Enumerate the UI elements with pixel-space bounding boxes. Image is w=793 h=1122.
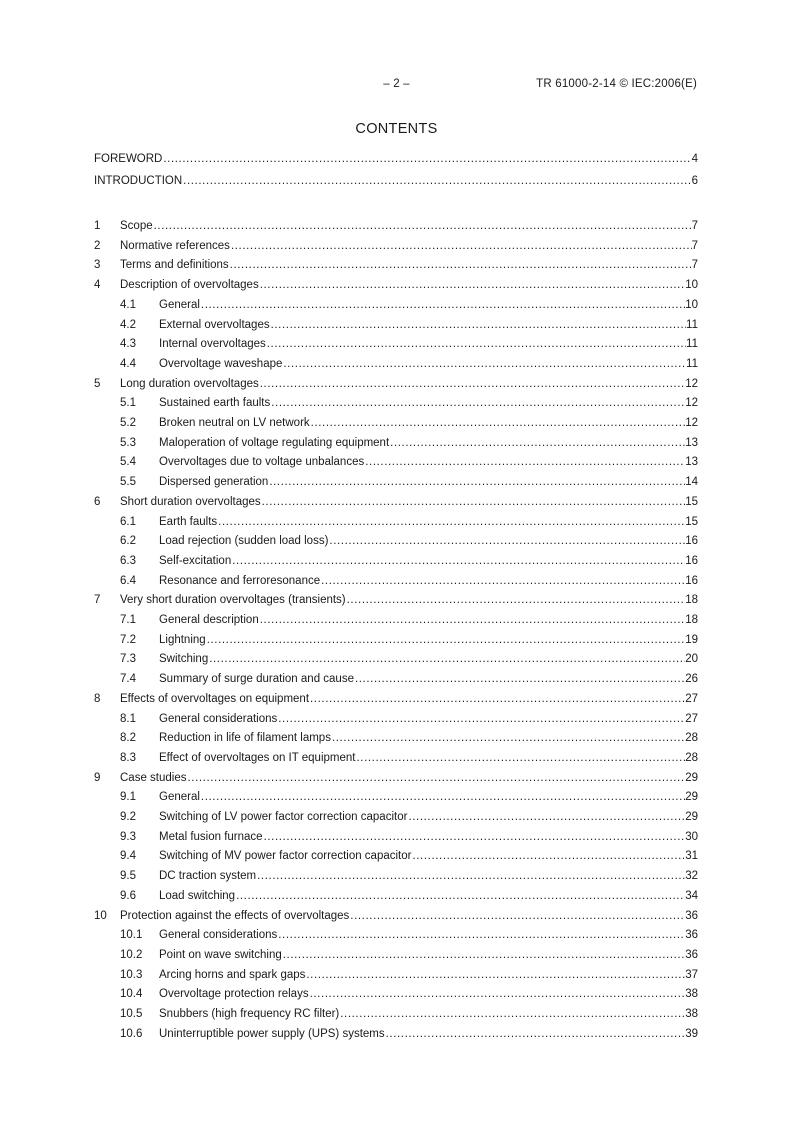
toc-entry-number: 4.4: [120, 357, 136, 370]
toc-entry-number: 5.5: [120, 476, 136, 489]
dot-leader: [262, 494, 686, 510]
dot-leader: [218, 514, 685, 530]
dot-leader: [231, 238, 692, 254]
toc-entry-page: 39: [685, 1027, 698, 1040]
toc-entry-page: 29: [685, 791, 698, 804]
toc-entry-number: 9: [94, 771, 101, 784]
toc-entry-page: 27: [685, 712, 698, 725]
toc-entry[interactable]: [94, 395, 698, 411]
toc-entry-title: Switching of MV power factor correction capacitor: [159, 850, 412, 863]
toc-entry-title: Maloperation of voltage regulating equipment: [159, 436, 390, 449]
toc-entry[interactable]: [94, 770, 698, 786]
toc-entry[interactable]: [94, 711, 698, 727]
toc-entry-number: 4: [94, 279, 101, 292]
toc-entry-page: 31: [685, 850, 698, 863]
toc-entry-title: Overvoltages due to voltage unbalances: [159, 456, 365, 469]
document-id: TR 61000-2-14 © IEC:2006(E): [536, 78, 697, 90]
toc-entry[interactable]: [94, 612, 698, 628]
toc-entry[interactable]: [94, 809, 698, 825]
dot-leader: [386, 1026, 686, 1042]
toc-entry-title: Broken neutral on LV network: [159, 417, 310, 429]
toc-entry-page: 16: [685, 535, 698, 548]
toc-entry-title: DC traction system: [159, 870, 257, 883]
toc-entry-title: FOREWORD: [94, 153, 163, 165]
toc-entry[interactable]: [94, 789, 698, 805]
toc-entry-title: Self-excitation: [159, 554, 232, 567]
toc-entry-page: 14: [685, 476, 698, 489]
toc-entry-title: General considerations: [159, 712, 278, 725]
toc-entry-title: Long duration overvoltages: [120, 377, 259, 390]
toc-entry-number: 6.3: [120, 554, 136, 567]
toc-entry[interactable]: [94, 908, 698, 924]
toc-entry-page: 28: [685, 751, 698, 764]
toc-entry-page: 15: [685, 495, 698, 508]
toc-entry-title: Effects of overvoltages on equipment: [120, 692, 310, 705]
toc-entry-number: 8.3: [120, 751, 136, 764]
dot-leader: [356, 750, 685, 766]
toc-entry[interactable]: [94, 592, 698, 608]
toc-entry-title: Very short duration overvoltages (transients): [120, 594, 346, 607]
toc-entry-page: 18: [685, 594, 698, 607]
toc-entry-page: 38: [685, 1008, 698, 1020]
toc-entry-title: Load rejection (sudden load loss): [159, 535, 329, 548]
toc-entry[interactable]: [94, 967, 698, 983]
toc-entry[interactable]: [94, 277, 698, 293]
toc-entry[interactable]: [94, 415, 698, 431]
dot-leader: [260, 376, 685, 392]
contents-title: CONTENTS: [355, 121, 438, 137]
dot-leader: [340, 1006, 685, 1022]
toc-entry-number: 9.3: [120, 830, 136, 843]
dot-leader: [271, 395, 685, 411]
toc-entry-number: 10.5: [120, 1008, 143, 1020]
toc-entry-title: Lightning: [159, 633, 206, 646]
toc-entry-title: Overvoltage protection relays: [159, 988, 309, 1001]
toc-entry-number: 9.2: [120, 811, 136, 823]
toc-entry-title: External overvoltages: [159, 318, 270, 331]
toc-entry[interactable]: [94, 671, 698, 687]
toc-entry-number: 8.2: [120, 732, 136, 745]
toc-entry-number: 6.1: [120, 515, 136, 528]
toc-entry[interactable]: [94, 829, 698, 845]
toc-entry[interactable]: [94, 691, 698, 707]
toc-entry[interactable]: [94, 474, 698, 490]
dot-leader: [329, 533, 685, 549]
toc-entry-page: 29: [685, 811, 698, 823]
toc-entry-number: 8: [94, 692, 101, 705]
toc-entry-number: 3: [94, 259, 101, 272]
toc-entry-title: Uninterruptible power supply (UPS) systems: [159, 1027, 385, 1040]
toc-entry-page: 7: [691, 259, 698, 272]
toc-entry[interactable]: [94, 514, 698, 530]
toc-entry-page: 18: [685, 614, 698, 626]
toc-entry-title: Metal fusion furnace: [159, 830, 263, 843]
toc-entry-page: 11: [686, 338, 698, 351]
toc-entry-title: Terms and definitions: [120, 259, 229, 272]
dot-leader: [390, 435, 685, 451]
dot-leader: [321, 573, 685, 589]
toc-entry-page: 38: [685, 988, 698, 1001]
toc-entry-page: 10: [685, 298, 698, 311]
toc-entry[interactable]: [94, 573, 698, 589]
dot-leader: [232, 553, 685, 569]
toc-entry-number: 8.1: [120, 712, 136, 725]
dot-leader: [365, 454, 685, 470]
toc-entry[interactable]: [94, 927, 698, 943]
toc-entry-number: 10.4: [120, 988, 143, 1001]
dot-leader: [412, 848, 685, 864]
toc-entry[interactable]: [94, 730, 698, 746]
dot-leader: [271, 317, 686, 333]
toc-entry[interactable]: [94, 1006, 698, 1022]
toc-entry[interactable]: [94, 553, 698, 569]
dot-leader: [257, 868, 685, 884]
toc-entry-page: 26: [685, 673, 698, 686]
dot-leader: [408, 809, 685, 825]
dot-leader: [267, 336, 686, 352]
dot-leader: [283, 947, 685, 963]
toc-entry-page: 11: [686, 318, 698, 331]
toc-entry-number: 10: [94, 909, 107, 922]
toc-entry[interactable]: [94, 494, 698, 510]
toc-entry[interactable]: [94, 297, 698, 313]
toc-entry-title: General description: [159, 614, 259, 626]
toc-entry-number: 4.1: [120, 298, 136, 311]
toc-entry-number: 10.2: [120, 948, 143, 961]
toc-entry[interactable]: [94, 435, 698, 451]
toc-entry-number: 6: [94, 495, 101, 508]
toc-entry-number: 6.2: [120, 535, 136, 548]
toc-entry-title: Short duration overvoltages: [120, 495, 261, 508]
dot-leader: [347, 592, 686, 608]
toc-entry-number: 10.1: [120, 929, 143, 942]
toc-entry-page: 13: [685, 456, 698, 469]
dot-leader: [310, 986, 686, 1002]
toc-entry[interactable]: [94, 986, 698, 1002]
toc-entry-number: 5.4: [120, 456, 136, 469]
toc-entry-title: Switching of LV power factor correction capacitor: [159, 811, 408, 823]
toc-entry[interactable]: [94, 632, 698, 648]
toc-entry-page: 27: [685, 692, 698, 705]
toc-entry[interactable]: [94, 173, 698, 189]
toc-entry-page: 16: [685, 554, 698, 567]
toc-entry-number: 1: [94, 220, 101, 232]
dot-leader: [201, 297, 685, 313]
dot-leader: [278, 927, 685, 943]
dot-leader: [355, 671, 685, 687]
dot-leader: [278, 711, 685, 727]
dot-leader: [209, 651, 685, 667]
toc-entry-number: 2: [94, 239, 101, 252]
toc-entry-page: 4: [691, 153, 698, 165]
page-number: – 2 –: [383, 78, 410, 90]
toc-entry-page: 19: [685, 633, 698, 646]
toc-entry-number: 9.6: [120, 889, 136, 902]
toc-entry-page: 34: [685, 889, 698, 902]
toc-entry-page: 12: [685, 397, 698, 410]
toc-entry[interactable]: [94, 376, 698, 392]
toc-entry[interactable]: [94, 947, 698, 963]
dot-leader: [283, 356, 686, 372]
toc-entry-page: 10: [685, 279, 698, 292]
toc-entry-title: Snubbers (high frequency RC filter): [159, 1008, 340, 1020]
toc-entry-number: 5.3: [120, 436, 136, 449]
toc-entry-title: Sustained earth faults: [159, 397, 271, 410]
toc-entry-title: Switching: [159, 653, 209, 666]
toc-entry[interactable]: [94, 257, 698, 273]
toc-entry-number: 9.1: [120, 791, 136, 804]
toc-entry-page: 28: [685, 732, 698, 745]
dot-leader: [311, 415, 686, 431]
toc-entry[interactable]: [94, 1026, 698, 1042]
toc-entry-number: 5.1: [120, 397, 136, 410]
toc-entry[interactable]: [94, 868, 698, 884]
toc-entry-number: 9.5: [120, 870, 136, 883]
dot-leader: [154, 218, 692, 234]
toc-entry-page: 32: [685, 870, 698, 883]
dot-leader: [350, 908, 685, 924]
toc-entry-number: 4.2: [120, 318, 136, 331]
toc-entry[interactable]: [94, 336, 698, 352]
toc-entry-title: Overvoltage waveshape: [159, 357, 283, 370]
toc-entry-number: 6.4: [120, 574, 136, 587]
toc-entry[interactable]: [94, 454, 698, 470]
toc-entry-page: 12: [685, 417, 698, 429]
dot-leader: [269, 474, 685, 490]
toc-entry-page: 7: [691, 239, 698, 252]
toc-entry-page: 11: [686, 357, 698, 370]
toc-entry[interactable]: [94, 848, 698, 864]
toc-entry-title: Description of overvoltages: [120, 279, 259, 292]
toc-entry-page: 15: [685, 515, 698, 528]
dot-leader: [260, 277, 685, 293]
toc-entry[interactable]: [94, 651, 698, 667]
dot-leader: [201, 789, 685, 805]
toc-entry-title: Case studies: [120, 771, 187, 784]
toc-entry[interactable]: [94, 750, 698, 766]
toc-entry-title: Earth faults: [159, 515, 218, 528]
toc-entry-title: Arcing horns and spark gaps: [159, 968, 306, 981]
toc-entry[interactable]: [94, 151, 698, 167]
toc-entry-page: 16: [685, 574, 698, 587]
dot-leader: [183, 173, 691, 189]
toc-entry-number: 7.4: [120, 673, 136, 686]
toc-entry-page: 37: [685, 968, 698, 981]
toc-entry[interactable]: [94, 238, 698, 254]
toc-entry-number: 10.3: [120, 968, 143, 981]
toc-entry-number: 7: [94, 594, 101, 607]
toc-entry-page: 12: [685, 377, 698, 390]
toc-entry-number: 4.3: [120, 338, 136, 351]
toc-entry-page: 36: [685, 929, 698, 942]
toc-entry-title: General considerations: [159, 929, 278, 942]
toc-entry-number: 5: [94, 377, 101, 390]
toc-entry-number: 10.6: [120, 1027, 143, 1040]
dot-leader: [230, 257, 692, 273]
toc-entry-title: Normative references: [120, 239, 230, 252]
toc-entry-title: Dispersed generation: [159, 476, 269, 489]
toc-entry-number: 7.2: [120, 633, 136, 646]
dot-leader: [163, 151, 691, 167]
dot-leader: [260, 612, 685, 628]
toc-entry[interactable]: [94, 356, 698, 372]
toc-entry-title: Internal overvoltages: [159, 338, 266, 351]
toc-entry-title: General: [159, 791, 200, 804]
toc-entry-number: 9.4: [120, 850, 136, 863]
toc-entry-number: 7.3: [120, 653, 136, 666]
toc-entry-page: 36: [685, 909, 698, 922]
toc-entry-page: 29: [685, 771, 698, 784]
toc-entry-title: General: [159, 298, 200, 311]
toc-entry-title: Load switching: [159, 889, 236, 902]
toc-entry-page: 6: [691, 175, 698, 187]
dot-leader: [306, 967, 685, 983]
toc-entry-page: 36: [685, 948, 698, 961]
toc-entry-title: Resonance and ferroresonance: [159, 574, 321, 587]
dot-leader: [207, 632, 686, 648]
dot-leader: [332, 730, 685, 746]
toc-entry[interactable]: [94, 218, 698, 234]
toc-entry[interactable]: [94, 888, 698, 904]
toc-entry-number: 5.2: [120, 417, 136, 429]
toc-entry-title: Point on wave switching: [159, 948, 282, 961]
dot-leader: [310, 691, 685, 707]
toc-entry-title: Effect of overvoltages on IT equipment: [159, 751, 356, 764]
toc-entry-title: Reduction in life of filament lamps: [159, 732, 331, 745]
dot-leader: [264, 829, 686, 845]
toc-entry[interactable]: [94, 317, 698, 333]
toc-entry-title: Summary of surge duration and cause: [159, 673, 354, 686]
toc-entry-title: Scope: [120, 220, 153, 232]
dot-leader: [187, 770, 685, 786]
toc-entry-title: INTRODUCTION: [94, 175, 183, 187]
toc-entry-page: 30: [685, 830, 698, 843]
toc-entry-title: Protection against the effects of overvoltages: [120, 909, 350, 922]
toc-entry[interactable]: [94, 533, 698, 549]
toc-entry-page: 13: [685, 436, 698, 449]
toc-entry-page: 7: [691, 220, 698, 232]
toc-entry-number: 7.1: [120, 614, 136, 626]
toc-entry-page: 20: [685, 653, 698, 666]
dot-leader: [236, 888, 685, 904]
